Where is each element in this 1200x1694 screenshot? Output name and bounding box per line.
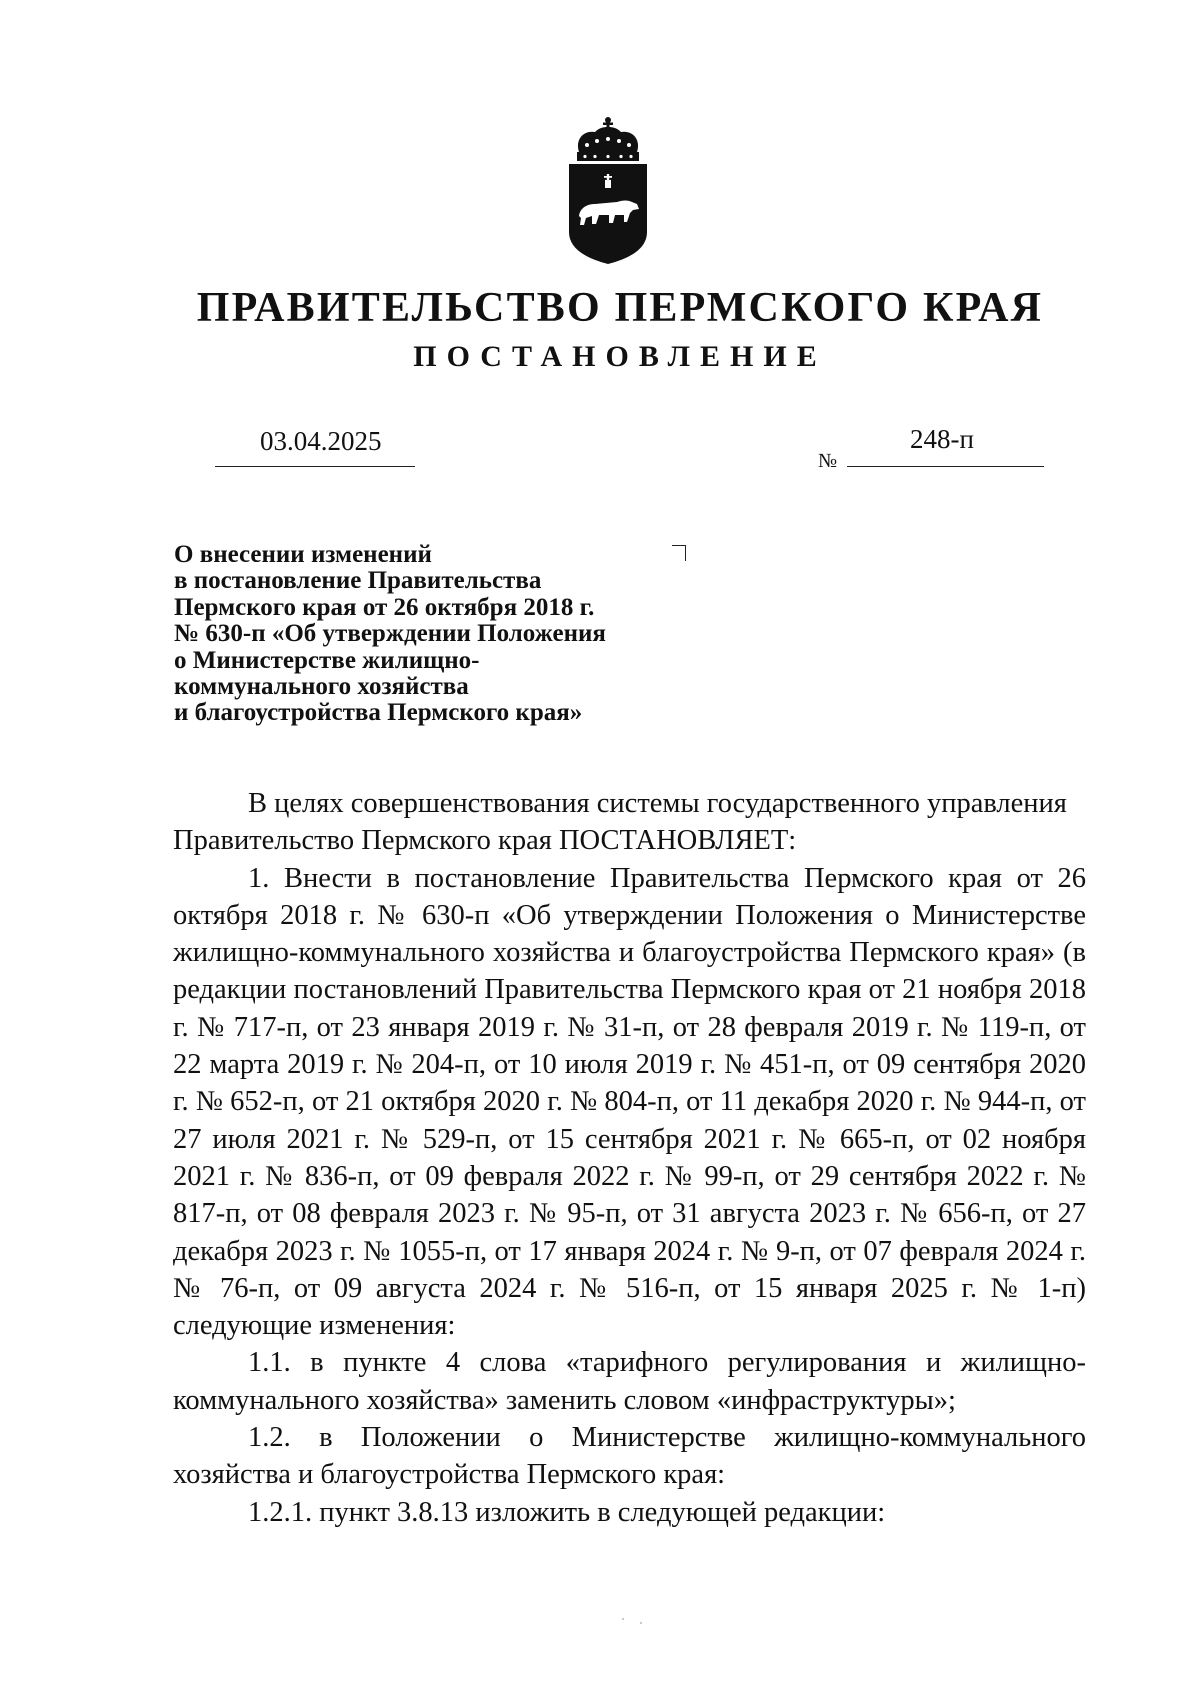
subject-line: О внесении изменений [174,541,432,568]
subject-corner-mark [672,545,686,561]
document-body [173,785,1086,1531]
subject-line: о Министерстве жилищно- [174,646,480,674]
scan-speck [640,1622,642,1624]
number-underline [847,466,1044,467]
document-type-title: ПОСТАНОВЛЕНИЕ [413,340,827,373]
subject-line: коммунального хозяйства [174,673,469,701]
date-underline [215,466,415,467]
scan-speck [622,1618,624,1620]
item-1-2-1-paragraph: 1.2.1. пункт 3.8.13 изложить в следующей редакции: [248,1496,886,1528]
number-sign: № [818,450,838,472]
subject-line: в постановление Правительства [174,567,542,595]
subject-line: № 630-п «Об утверждении Положения [174,620,606,648]
preamble-paragraph: В целях совершенствования системы государственного управления Правительство Пермского края ПОСТАНОВЛЯЕТ: [173,788,1067,857]
document-subject [174,542,694,727]
government-title: ПРАВИТЕЛЬСТВО ПЕРМСКОГО КРАЯ [196,285,1044,331]
subject-line: Пермского края от 26 октября 2018 г. [174,593,595,621]
perm-krai-coat-of-arms-icon [565,114,651,266]
document-number: 248-п [910,424,974,454]
item-1-paragraph: 1. Внести в постановление Правительства Пермского края от 26 октября 2018 г. № 630-п «Об утверждении Положения о Министерстве жилищно-коммунального хозяйства и благоустройства Пермского края» (в редакции постановлений Правительства Пермского края от 21 ноября 2018 г. № 717-п, от 23 января 2019 г. № 31-п, от 28 февраля 2019 г. № 119-п, от 22 марта 2019 г. № 204-п, от 10 июля 2019 г. № 451-п, от 09 сентября 2020 г. № 652-п, от 21 октября 2020 г. № 804-п, от 11 декабря 2020 г. № 944-п, от 27 июля 2021 г. № 529-п, от 15 сентября 2021 г. № 665-п, от 02 ноября 2021 г. № 836-п, от 09 февраля 2022 г. № 99-п, от 29 сентября 2022 г. № 817-п, от 08 февраля 2023 г. № 95-п, от 31 августа 2023 г. № 656-п, от 27 декабря 2023 г. № 1055-п, от 17 января 2024 г. № 9-п, от 07 февраля 2024 г. № 76-п, от 09 августа 2024 г. № 516-п, от 15 января 2025 г. № 1-п) следующие изменения: [173,862,1086,1342]
document-date: 03.04.2025 [260,426,382,456]
item-1-2-paragraph: 1.2. в Положении о Министерстве жилищно-коммунального хозяйства и благоустройства Пермского края: [173,1422,1086,1491]
item-1-1-paragraph: 1.1. в пункте 4 слова «тарифного регулирования и жилищно-коммунального хозяйства» заменить словом «инфраструктуры»; [173,1347,1086,1416]
subject-line: и благоустройства Пермского края» [174,699,583,727]
